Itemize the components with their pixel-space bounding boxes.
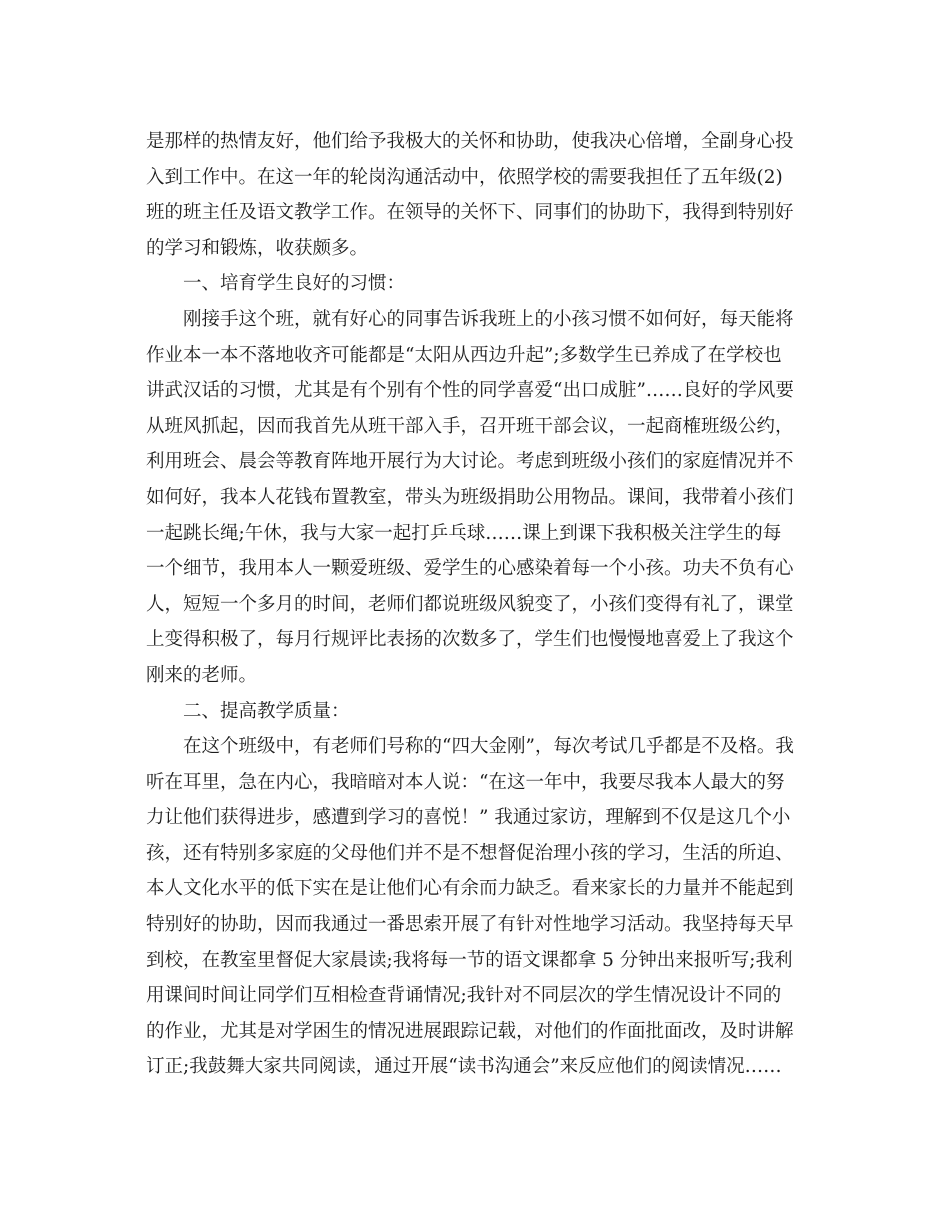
paragraph-line: 的作业，尤其是对学困生的情况进展跟踪记载，对他们的作面批面改，及时讲解 (146, 1020, 794, 1042)
paragraph-line: 一个细节，我用本人一颗爱班级、爱学生的心感染着每一个小孩。功夫不负有心 (146, 558, 794, 580)
paragraph-line: 到校，在教室里督促大家晨读;我将每一节的语文课都拿 5 分钟出来报听写;我利 (146, 949, 793, 971)
paragraph-line: 订正;我鼓舞大家共同阅读，通过开展“读书沟通会”来反应他们的阅读情况…… (146, 1056, 782, 1078)
paragraph-line: 利用班会、晨会等教育阵地开展行为大讨论。考虑到班级小孩们的家庭情况并不 (146, 451, 794, 473)
paragraph-line: 听在耳里，急在内心，我暗暗对本人说：“在这一年中，我要尽我本人最大的努 (146, 771, 785, 793)
paragraph-line: 刚来的老师。 (146, 664, 258, 686)
paragraph-line: 一起跳长绳;午休，我与大家一起打乒乓球……课上到课下我积极关注学生的每 (146, 522, 782, 544)
paragraph-line: 上变得积极了，每月行规评比表扬的次数多了，学生们也慢慢地喜爱上了我这个 (146, 629, 794, 651)
paragraph-line: 作业本一本不落地收齐可能都是“太阳从西边升起”;多数学生已养成了在学校也 (146, 344, 782, 366)
paragraph-first-line: 一、培育学生良好的习惯： (183, 273, 406, 295)
document-body (146, 124, 810, 1085)
paragraph-line: 用课间时间让同学们互相检查背诵情况;我针对不同层次的学生情况设计不同的 (146, 985, 782, 1007)
paragraph-first-line: 二、提高教学质量： (183, 700, 350, 722)
paragraph-line: 孩，还有特别多家庭的父母他们并不是不想督促治理小孩的学习，生活的所迫、 (146, 842, 794, 864)
paragraph-line: 特别好的协助，因而我通过一番思索开展了有针对性地学习活动。我坚持每天早 (146, 914, 794, 936)
paragraph-line: 入到工作中。在这一年的轮岗沟通活动中，依照学校的需要我担任了五年级(2) (146, 166, 783, 188)
paragraph-line: 力让他们获得进步，感遭到学习的喜悦！” 我通过家访，理解到不仅是这几个小 (146, 807, 791, 829)
paragraph-first-line: 在这个班级中，有老师们号称的“四大金刚”，每次考试几乎都是不及格。我 (183, 736, 794, 758)
paragraph-line: 班的班主任及语文教学工作。在领导的关怀下、同事们的协助下，我得到特别好 (146, 202, 794, 224)
paragraph-first-line: 刚接手这个班，就有好心的同事告诉我班上的小孩习惯不如何好，每天能将 (183, 308, 794, 330)
paragraph-line: 本人文化水平的低下实在是让他们心有余而力缺乏。看来家长的力量并不能起到 (146, 878, 794, 900)
paragraph-line: 人，短短一个多月的时间，老师们都说班级风貌变了，小孩们变得有礼了，课堂 (146, 593, 794, 615)
paragraph-line: 从班风抓起，因而我首先从班干部入手，召开班干部会议，一起商榷班级公约， (146, 415, 794, 437)
paragraph-line: 如何好，我本人花钱布置教室，带头为班级捐助公用物品。课间，我带着小孩们 (146, 486, 794, 508)
paragraph-line: 的学习和锻炼，收获颇多。 (146, 237, 369, 259)
paragraph-line: 是那样的热情友好，他们给予我极大的关怀和协助，使我决心倍增，全副身心投 (146, 131, 794, 152)
paragraph-line: 讲武汉话的习惯，尤其是有个别有个性的同学喜爱“出口成脏”……良好的学风要 (146, 380, 794, 402)
